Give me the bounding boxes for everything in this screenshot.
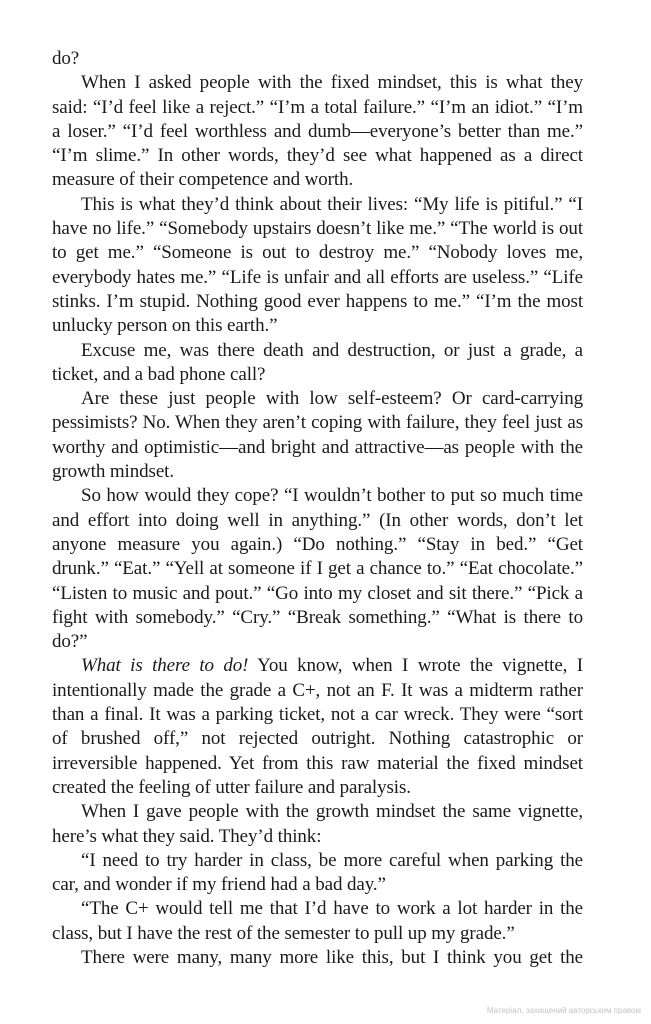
paragraph-continuation: do?: [52, 48, 80, 69]
paragraph-fixed-mindset-lives: This is what they’d think about their lives: “My life is pitiful.” “I have no life.” “Somebody upstairs doesn’t like me.” “The world is out to get me.” “Someone is out to destroy me.” “Nobody loves me, everybody hates me.” “Life is unfair and all efforts are useless.” “Life stinks. I’m stupid. Nothing good ever happens to me.” “I’m the most unlucky person on this earth.”: [52, 193, 583, 337]
paragraph-quote-try-harder: “I need to try harder in class, be more careful when parking the car, and wonder if my friend had a bad day.”: [52, 849, 583, 896]
paragraph-text: You know, when I wrote the vignette, I intentionally made the grade a C+, not an F. It was a midterm rather than a final. It was a parking ticket, not a car wreck. They were “sort of brushed off,” not rejected outright. Nothing catastrophic or irreversible happened. Yet from this raw material the fixed mindset created the feeling of utter failure and paralysis.: [52, 655, 583, 798]
italic-emphasis: What is there to do!: [81, 655, 249, 677]
book-page-text: [52, 47, 583, 970]
copyright-watermark: Матеріал, захищений авторським правом: [486, 1006, 641, 1015]
paragraph-low-self-esteem: Are these just people with low self-esteem? Or card-carrying pessimists? No. When they aren’t coping with failure, they feel just as worthy and optimistic—and bright and attractive—as people with the growth mindset.: [52, 388, 583, 483]
paragraph-excuse-me: Excuse me, was there death and destruction, or just a grade, a ticket, and a bad phone call?: [52, 339, 583, 385]
paragraph-fixed-mindset-feelings: When I asked people with the fixed mindset, this is what they said: “I’d feel like a reject.” “I’m a total failure.” “I’m an idiot.” “I’m a loser.” “I’d feel worthless and dumb—everyone’s better than me.” “I’m slime.” In other words, they’d see what happened as a direct measure of their competence and worth.: [52, 72, 583, 191]
paragraph-many-more: There were many, many more like this, but I think you get the: [81, 946, 583, 968]
paragraph-growth-mindset-vignette: When I gave people with the growth mindset the same vignette, here’s what they said. They’d think:: [52, 801, 583, 847]
paragraph-quote-c-plus: “The C+ would tell me that I’d have to work a lot harder in the class, but I have the rest of the semester to pull up my grade.”: [52, 898, 583, 944]
paragraph-how-cope: So how would they cope? “I wouldn’t bother to put so much time and effort into doing well in anything.” (In other words, don’t let anyone measure you again.) “Do nothing.” “Stay in bed.” “Get drunk.” “Eat.” “Yell at someone if I get a chance to.” “Eat chocolate.” “Listen to music and pout.” “Go into my closet and sit there.” “Pick a fight with somebody.” “Cry.” “Break something.” “What is there to do?”: [52, 485, 583, 653]
paragraph-what-is-there-to-do: [52, 654, 583, 800]
